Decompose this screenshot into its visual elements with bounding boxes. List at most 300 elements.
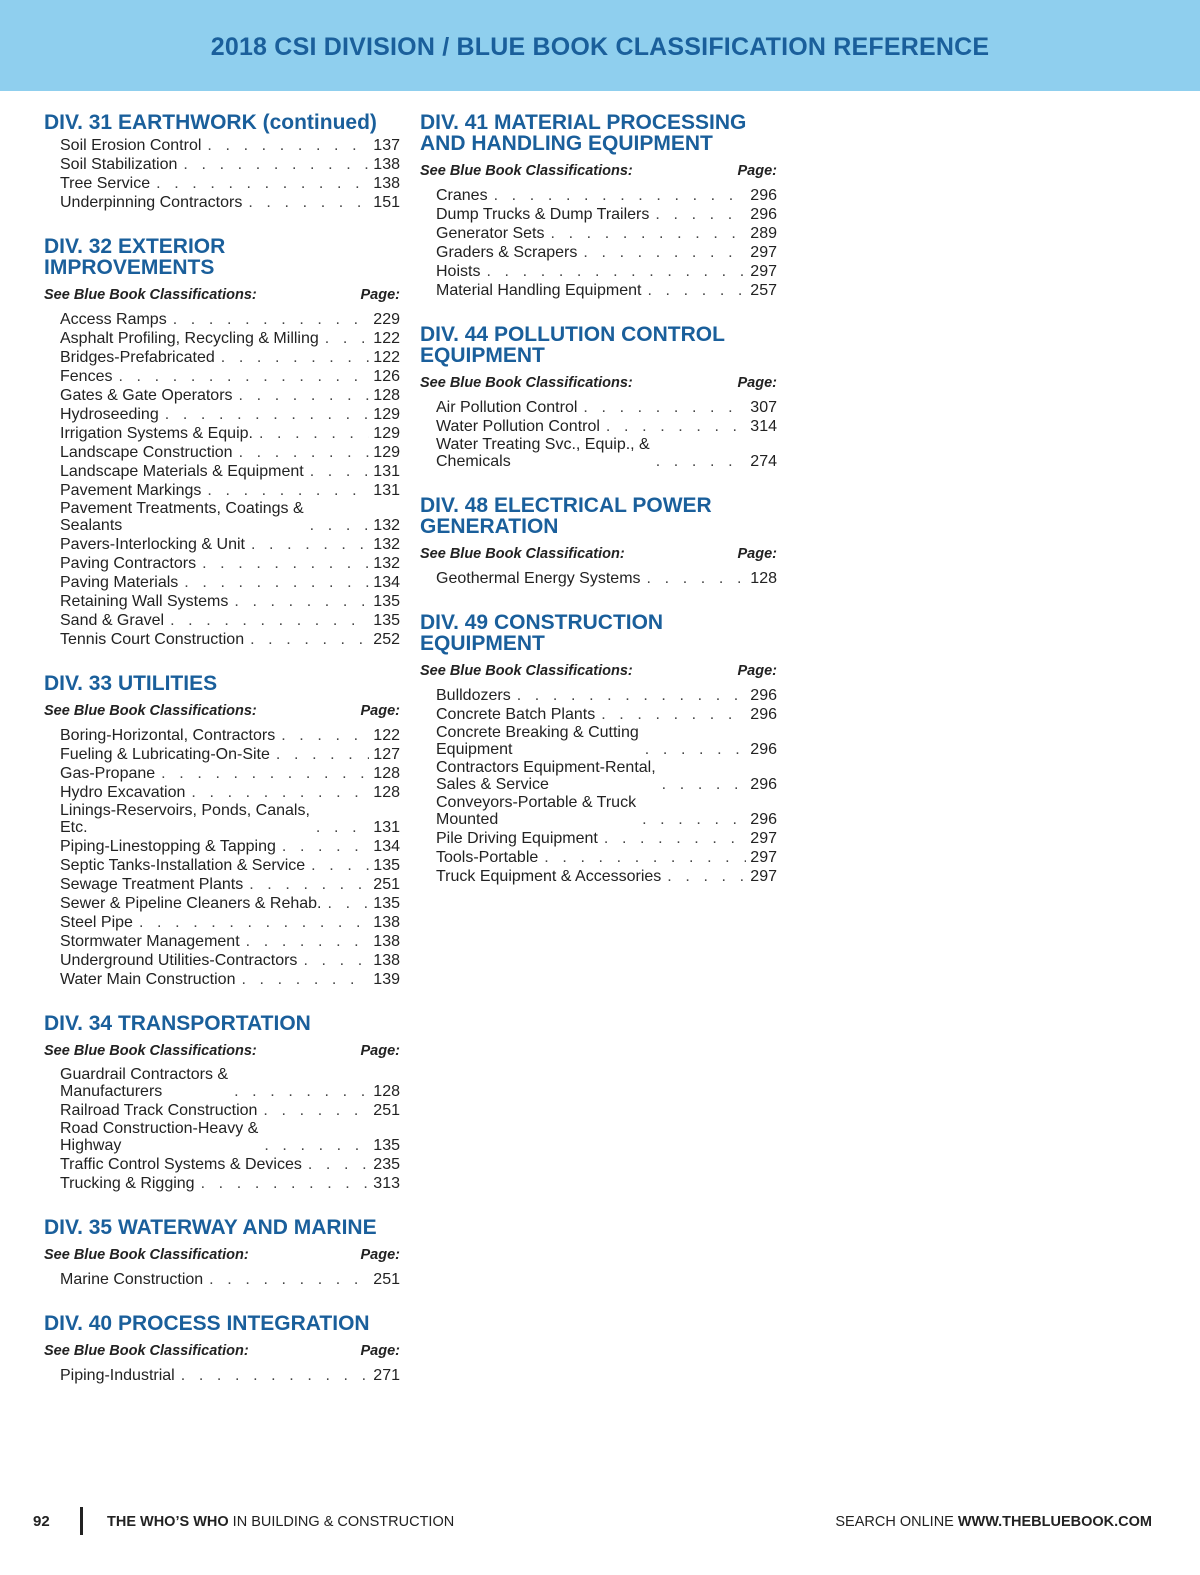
classification-header — [420, 374, 777, 392]
classification-item[interactable] — [60, 611, 400, 630]
classification-label: See Blue Book Classifications: — [420, 375, 633, 391]
classification-list — [420, 398, 777, 471]
classification-item[interactable] — [60, 500, 400, 535]
page-label: Page: — [737, 663, 777, 679]
page-number-ref[interactable]: 274 — [750, 453, 777, 470]
page-number-ref[interactable]: 138 — [373, 156, 400, 173]
classification-item[interactable] — [60, 481, 400, 500]
classification-name[interactable]: Gates & Gate Operators — [60, 387, 233, 404]
classification-name[interactable]: Piping-Linestopping & Tapping — [60, 838, 276, 855]
classification-header — [44, 286, 400, 304]
division-section — [420, 112, 777, 300]
classification-name[interactable]: Piping-Industrial — [60, 1367, 175, 1384]
dot-leader — [161, 764, 369, 783]
page-number-ref[interactable]: 135 — [373, 895, 400, 912]
classification-list — [44, 726, 400, 989]
classification-item[interactable] — [60, 745, 400, 764]
classification-name[interactable]: Fences — [60, 368, 113, 385]
page-number-ref[interactable]: 126 — [373, 368, 400, 385]
classification-name[interactable]: Air Pollution Control — [436, 399, 578, 416]
page-number-ref[interactable]: 128 — [373, 387, 400, 404]
dot-leader — [656, 452, 746, 471]
dot-leader — [327, 894, 369, 913]
classification-name[interactable]: Dump Trucks & Dump Trailers — [436, 206, 650, 223]
classification-item[interactable] — [60, 367, 400, 386]
classification-name[interactable]: Gas-Propane — [60, 765, 156, 782]
dot-leader — [645, 740, 746, 759]
classification-name[interactable]: Concrete Breaking & Cutting Equipment — [436, 724, 639, 758]
page-number-ref[interactable]: 296 — [750, 741, 777, 758]
page-number-ref[interactable]: 134 — [373, 838, 400, 855]
classification-name[interactable]: Tree Service — [60, 175, 151, 192]
dot-leader — [234, 592, 369, 611]
dot-leader — [551, 224, 747, 243]
classification-label: See Blue Book Classification: — [44, 1343, 249, 1359]
page-number-ref[interactable]: 129 — [373, 425, 400, 442]
classification-item[interactable] — [60, 386, 400, 405]
page-label: Page: — [737, 375, 777, 391]
classification-item[interactable] — [60, 348, 400, 367]
classification-name[interactable]: Water Treating Svc., Equip., & Chemicals — [436, 436, 650, 470]
classification-label: See Blue Book Classifications: — [44, 703, 257, 719]
classification-name[interactable]: Pavement Treatments, Coatings & Sealants — [60, 500, 304, 534]
classification-label: See Blue Book Classification: — [44, 1247, 249, 1263]
classification-item[interactable] — [60, 592, 400, 611]
classification-name[interactable]: Traffic Control Systems & Devices — [60, 1156, 302, 1173]
page-number-ref[interactable]: 138 — [373, 933, 400, 950]
classification-name[interactable]: Material Handling Equipment — [436, 282, 642, 299]
page-number-ref[interactable]: 307 — [750, 399, 777, 416]
classification-name[interactable]: Guardrail Contractors & Manufacturers — [60, 1066, 229, 1100]
page-title: 2018 CSI DIVISION / BLUE BOOK CLASSIFICATION REFERENCE — [210, 33, 990, 61]
classification-item[interactable] — [436, 794, 777, 829]
dot-leader — [325, 329, 369, 348]
classification-item[interactable] — [60, 1155, 400, 1174]
dot-leader — [246, 932, 369, 951]
page-label: Page: — [360, 1247, 400, 1263]
classification-list — [44, 310, 400, 649]
page-number-ref[interactable]: 151 — [373, 194, 400, 211]
classification-name[interactable]: Septic Tanks-Installation & Service — [60, 857, 306, 874]
classification-item[interactable] — [60, 932, 400, 951]
classification-header — [420, 162, 777, 180]
classification-list — [44, 136, 400, 212]
classification-item[interactable] — [60, 136, 400, 155]
dot-leader — [655, 205, 746, 224]
dot-leader — [606, 417, 746, 436]
dot-leader — [201, 1174, 369, 1193]
page-number-ref[interactable]: 138 — [373, 952, 400, 969]
classification-name[interactable]: Conveyors-Portable & Truck Mounted — [436, 794, 637, 828]
classification-item[interactable] — [60, 802, 400, 837]
classification-name[interactable]: Pile Driving Equipment — [436, 830, 598, 847]
dot-leader — [191, 783, 369, 802]
page-number-ref[interactable]: 128 — [373, 1083, 400, 1100]
classification-name[interactable]: Irrigation Systems & Equip. — [60, 425, 253, 442]
classification-name[interactable]: Tennis Court Construction — [60, 631, 245, 648]
classification-name[interactable]: Marine Construction — [60, 1271, 204, 1288]
website-link[interactable]: WWW.THEBLUEBOOK.COM — [957, 1514, 1152, 1530]
classification-name[interactable]: Sand & Gravel — [60, 612, 165, 629]
page-number-ref[interactable]: 135 — [373, 612, 400, 629]
classification-name[interactable]: Asphalt Profiling, Recycling & Milling — [60, 330, 319, 347]
dot-leader — [202, 554, 369, 573]
page-number-ref[interactable]: 313 — [373, 1175, 400, 1192]
classification-header — [420, 545, 777, 563]
dot-leader — [165, 405, 369, 424]
classification-name[interactable]: Hoists — [436, 263, 481, 280]
search-online — [835, 1514, 1152, 1530]
classification-item[interactable] — [60, 174, 400, 193]
classification-item[interactable] — [436, 705, 777, 724]
page-label: Page: — [360, 287, 400, 303]
page-number-ref[interactable]: 296 — [750, 811, 777, 828]
classification-item[interactable] — [436, 205, 777, 224]
division-title: DIV. 41 MATERIAL PROCESSING AND HANDLING EQUIPMENT — [420, 111, 747, 155]
classification-name[interactable]: Paving Materials — [60, 574, 179, 591]
classification-label: See Blue Book Classifications: — [44, 1043, 257, 1059]
page-number-ref[interactable]: 251 — [373, 876, 400, 893]
classification-item[interactable] — [60, 894, 400, 913]
division-section — [420, 324, 777, 471]
classification-name[interactable]: Road Construction-Heavy & Highway — [60, 1120, 259, 1154]
classification-name[interactable]: Bulldozers — [436, 687, 511, 704]
classification-name[interactable]: Truck Equipment & Accessories — [436, 868, 662, 885]
classification-name[interactable]: Contractors Equipment-Rental, Sales & Service — [436, 759, 656, 793]
classification-item[interactable] — [60, 837, 400, 856]
page-number-ref[interactable]: 139 — [373, 971, 400, 988]
classification-item[interactable] — [60, 554, 400, 573]
page-label: Page: — [360, 703, 400, 719]
page-number-ref[interactable]: 132 — [373, 555, 400, 572]
classification-item[interactable] — [60, 535, 400, 554]
dot-leader — [544, 848, 746, 867]
classification-name[interactable]: Pavers-Interlocking & Unit — [60, 536, 245, 553]
dot-leader — [282, 837, 369, 856]
classification-item[interactable] — [60, 764, 400, 783]
page-number-ref[interactable]: 128 — [750, 570, 777, 587]
dot-leader — [642, 810, 746, 829]
classification-name[interactable]: Hydro Excavation — [60, 784, 186, 801]
publication-name-bold: THE WHO’S WHO — [107, 1514, 229, 1530]
classification-header — [44, 1042, 400, 1060]
page-number-ref[interactable]: 135 — [373, 593, 400, 610]
dot-leader — [308, 1155, 369, 1174]
dot-leader — [311, 856, 369, 875]
classification-item[interactable] — [60, 1066, 400, 1101]
page-number-ref[interactable]: 131 — [373, 819, 400, 836]
dot-leader — [239, 443, 369, 462]
search-label: SEARCH ONLINE — [835, 1514, 958, 1530]
page-number-ref[interactable]: 122 — [373, 330, 400, 347]
dot-leader — [310, 462, 369, 481]
classification-item[interactable] — [60, 783, 400, 802]
classification-item[interactable] — [60, 726, 400, 745]
classification-name[interactable]: Sewage Treatment Plants — [60, 876, 244, 893]
classification-name[interactable]: Paving Contractors — [60, 555, 197, 572]
classification-label: See Blue Book Classification: — [420, 546, 625, 562]
dot-leader — [517, 686, 746, 705]
classification-name[interactable]: Landscape Construction — [60, 444, 233, 461]
classification-item[interactable] — [60, 1366, 400, 1385]
classification-name[interactable]: Tools-Portable — [436, 849, 539, 866]
dot-leader — [234, 1082, 369, 1101]
page-number-ref[interactable]: 122 — [373, 349, 400, 366]
dot-leader — [604, 829, 746, 848]
dot-leader — [259, 424, 369, 443]
classification-item[interactable] — [60, 155, 400, 174]
page-label: Page: — [737, 163, 777, 179]
dot-leader — [494, 186, 746, 205]
classification-item[interactable] — [60, 951, 400, 970]
classification-name[interactable]: Access Ramps — [60, 311, 167, 328]
dot-leader — [263, 1101, 369, 1120]
page-label: Page: — [360, 1343, 400, 1359]
page-number-ref[interactable]: 257 — [750, 282, 777, 299]
classification-item[interactable] — [436, 829, 777, 848]
page-number-ref[interactable]: 135 — [373, 857, 400, 874]
classification-list — [420, 569, 777, 588]
page-label: Page: — [360, 1043, 400, 1059]
page-number-ref[interactable]: 137 — [373, 137, 400, 154]
dot-leader — [250, 630, 369, 649]
classification-name[interactable]: Landscape Materials & Equipment — [60, 463, 304, 480]
header-banner — [0, 0, 1200, 91]
classification-name[interactable]: Boring-Horizontal, Contractors — [60, 727, 276, 744]
classification-name[interactable]: Soil Erosion Control — [60, 137, 202, 154]
dot-leader — [662, 775, 746, 794]
dot-leader — [583, 398, 746, 417]
classification-item[interactable] — [436, 243, 777, 262]
classification-item[interactable] — [60, 573, 400, 592]
classification-item[interactable] — [436, 686, 777, 705]
classification-name[interactable]: Graders & Scrapers — [436, 244, 578, 261]
classification-label: See Blue Book Classifications: — [420, 163, 633, 179]
classification-item[interactable] — [60, 1101, 400, 1120]
dot-leader — [647, 281, 746, 300]
page-number-ref[interactable]: 314 — [750, 418, 777, 435]
dot-leader — [647, 569, 746, 588]
classification-item[interactable] — [436, 724, 777, 759]
footer-divider — [80, 1507, 83, 1535]
classification-item[interactable] — [436, 281, 777, 300]
page-footer — [0, 1503, 1200, 1539]
division-title: DIV. 34 TRANSPORTATION — [44, 1012, 311, 1035]
page-label: Page: — [737, 546, 777, 562]
page-number-ref[interactable]: 297 — [750, 830, 777, 847]
classification-name[interactable]: Bridges-Prefabricated — [60, 349, 215, 366]
page-number-ref[interactable]: 296 — [750, 776, 777, 793]
dot-leader — [209, 1270, 369, 1289]
dot-leader — [248, 193, 369, 212]
division-section — [44, 673, 400, 989]
page-number-ref[interactable]: 134 — [373, 574, 400, 591]
left-column — [44, 112, 400, 1409]
division-title: DIV. 33 UTILITIES — [44, 672, 218, 695]
classification-name[interactable]: Cranes — [436, 187, 488, 204]
classification-item[interactable] — [60, 193, 400, 212]
classification-item[interactable] — [60, 424, 400, 443]
page-number-ref[interactable]: 132 — [373, 536, 400, 553]
division-section — [44, 1013, 400, 1193]
right-column — [420, 112, 777, 910]
page-number-ref[interactable]: 138 — [373, 914, 400, 931]
dot-leader — [264, 1136, 369, 1155]
dot-leader — [118, 367, 369, 386]
dot-leader — [486, 262, 746, 281]
division-title: DIV. 35 WATERWAY AND MARINE — [44, 1216, 377, 1239]
classification-header — [44, 1342, 400, 1360]
page-number-ref[interactable]: 229 — [373, 311, 400, 328]
classification-name[interactable]: Trucking & Rigging — [60, 1175, 195, 1192]
division-title: DIV. 32 EXTERIOR IMPROVEMENTS — [44, 235, 226, 279]
page-number-ref[interactable]: 129 — [373, 406, 400, 423]
page-number-ref[interactable]: 297 — [750, 263, 777, 280]
classification-name[interactable]: Railroad Track Construction — [60, 1102, 258, 1119]
division-title: DIV. 44 POLLUTION CONTROL EQUIPMENT — [420, 323, 725, 367]
dot-leader — [276, 745, 369, 764]
dot-leader — [310, 516, 369, 535]
page-number-ref[interactable]: 252 — [373, 631, 400, 648]
classification-item[interactable] — [436, 759, 777, 794]
classification-item[interactable] — [60, 1120, 400, 1155]
page-number-ref[interactable]: 131 — [373, 482, 400, 499]
page-number-ref[interactable]: 296 — [750, 706, 777, 723]
classification-item[interactable] — [436, 848, 777, 867]
page-number-ref[interactable]: 129 — [373, 444, 400, 461]
classification-list — [420, 186, 777, 300]
dot-leader — [156, 174, 369, 193]
classification-label: See Blue Book Classifications: — [44, 287, 257, 303]
classification-item[interactable] — [436, 417, 777, 436]
classification-item[interactable] — [436, 262, 777, 281]
page-number-ref[interactable]: 251 — [373, 1102, 400, 1119]
dot-leader — [207, 481, 369, 500]
page-number-ref[interactable]: 138 — [373, 175, 400, 192]
page-number-ref[interactable]: 297 — [750, 868, 777, 885]
classification-name[interactable]: Water Pollution Control — [436, 418, 600, 435]
dot-leader — [303, 951, 369, 970]
classification-item[interactable] — [60, 1270, 400, 1289]
classification-name[interactable]: Hydroseeding — [60, 406, 159, 423]
dot-leader — [239, 386, 369, 405]
classification-header — [420, 662, 777, 680]
classification-item[interactable] — [60, 970, 400, 989]
division-section — [420, 495, 777, 588]
dot-leader — [249, 875, 369, 894]
page-number-ref[interactable]: 297 — [750, 849, 777, 866]
page-number-ref[interactable]: 251 — [373, 1271, 400, 1288]
classification-name[interactable]: Concrete Batch Plants — [436, 706, 596, 723]
classification-item[interactable] — [60, 1174, 400, 1193]
classification-item[interactable] — [436, 186, 777, 205]
classification-name[interactable]: Steel Pipe — [60, 914, 133, 931]
dot-leader — [316, 818, 369, 837]
division-title: DIV. 49 CONSTRUCTION EQUIPMENT — [420, 611, 664, 655]
dot-leader — [221, 348, 369, 367]
classification-item[interactable] — [60, 913, 400, 932]
classification-item[interactable] — [60, 329, 400, 348]
publication-name — [107, 1514, 454, 1530]
classification-name[interactable]: Generator Sets — [436, 225, 545, 242]
classification-name[interactable]: Fueling & Lubricating-On-Site — [60, 746, 270, 763]
classification-list — [420, 686, 777, 886]
dot-leader — [170, 611, 369, 630]
page-number-ref[interactable]: 131 — [373, 463, 400, 480]
page-number-ref[interactable]: 271 — [373, 1367, 400, 1384]
classification-name[interactable]: Soil Stabilization — [60, 156, 178, 173]
page-number-ref[interactable]: 296 — [750, 687, 777, 704]
dot-leader — [251, 535, 369, 554]
classification-item[interactable] — [60, 875, 400, 894]
classification-label: See Blue Book Classifications: — [420, 663, 633, 679]
page-number-ref[interactable]: 127 — [373, 746, 400, 763]
classification-name[interactable]: Water Main Construction — [60, 971, 236, 988]
dot-leader — [173, 310, 369, 329]
division-title: DIV. 40 PROCESS INTEGRATION — [44, 1312, 370, 1335]
page-number-ref[interactable]: 135 — [373, 1137, 400, 1154]
classification-item[interactable] — [60, 630, 400, 649]
classification-name[interactable]: Underground Utilities-Contractors — [60, 952, 298, 969]
classification-item[interactable] — [60, 405, 400, 424]
division-section — [420, 612, 777, 886]
classification-name[interactable]: Retaining Wall Systems — [60, 593, 229, 610]
classification-list — [44, 1366, 400, 1385]
page-number-ref[interactable]: 122 — [373, 727, 400, 744]
page-number-ref[interactable]: 289 — [750, 225, 777, 242]
classification-name[interactable]: Underpinning Contractors — [60, 194, 243, 211]
division-section — [44, 1313, 400, 1385]
division-section — [44, 236, 400, 649]
dot-leader — [241, 970, 369, 989]
division-section — [44, 1217, 400, 1289]
page-number-ref[interactable]: 132 — [373, 517, 400, 534]
classification-item[interactable] — [436, 867, 777, 886]
page-number-ref[interactable]: 235 — [373, 1156, 400, 1173]
classification-name[interactable]: Stormwater Management — [60, 933, 240, 950]
classification-item[interactable] — [436, 569, 777, 588]
classification-list — [44, 1066, 400, 1193]
classification-item[interactable] — [60, 462, 400, 481]
classification-item[interactable] — [60, 310, 400, 329]
page-number-ref[interactable]: 296 — [750, 206, 777, 223]
page-number-ref[interactable]: 128 — [373, 784, 400, 801]
division-section — [44, 112, 400, 212]
page-number-ref[interactable]: 128 — [373, 765, 400, 782]
dot-leader — [583, 243, 746, 262]
classification-item[interactable] — [436, 436, 777, 471]
dot-leader — [601, 705, 746, 724]
dot-leader — [184, 573, 369, 592]
classification-name[interactable]: Sewer & Pipeline Cleaners & Rehab. — [60, 895, 322, 912]
division-title: DIV. 48 ELECTRICAL POWER GENERATION — [420, 494, 712, 538]
classification-item[interactable] — [60, 856, 400, 875]
classification-name[interactable]: Pavement Markings — [60, 482, 202, 499]
classification-header — [44, 1246, 400, 1264]
classification-item[interactable] — [436, 224, 777, 243]
page-number-ref[interactable]: 296 — [750, 187, 777, 204]
classification-name[interactable]: Linings-Reservoirs, Ponds, Canals, Etc. — [60, 802, 310, 836]
classification-header — [44, 702, 400, 720]
classification-list — [44, 1270, 400, 1289]
classification-item[interactable] — [436, 398, 777, 417]
classification-name[interactable]: Geothermal Energy Systems — [436, 570, 641, 587]
publication-name-rest: IN BUILDING & CONSTRUCTION — [228, 1514, 455, 1530]
dot-leader — [183, 155, 369, 174]
page-number-ref[interactable]: 297 — [750, 244, 777, 261]
dot-leader — [181, 1366, 369, 1385]
classification-item[interactable] — [60, 443, 400, 462]
